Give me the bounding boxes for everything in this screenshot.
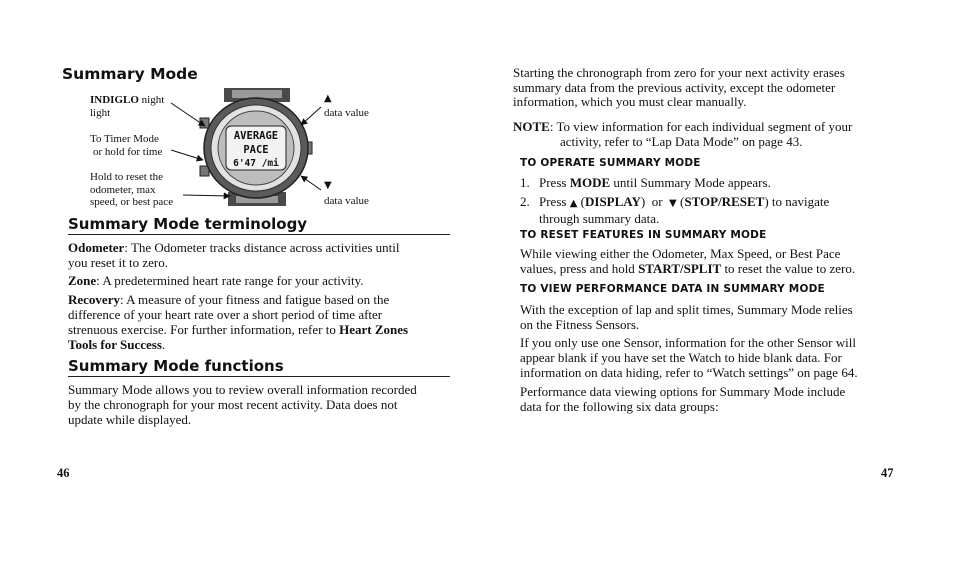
recovery-term: Recovery [68, 292, 120, 307]
note-text-line1: : To view information for each individual segment of your [549, 119, 853, 134]
page-title: Summary Mode [62, 65, 198, 83]
down-triangle-icon: ▼ [669, 198, 677, 209]
recovery-reference-part1: Heart Zones [339, 322, 409, 337]
terminology-heading: Summary Mode terminology [68, 215, 308, 233]
down-data-value-label: data value [324, 195, 369, 207]
odometer-text-line2: you reset it to zero. [68, 255, 168, 270]
watch-illustration [196, 86, 320, 210]
step-1-text-pre: Press [539, 175, 570, 190]
intro-line: information, which you must clear manually. [513, 94, 747, 109]
indiglo-label [90, 94, 164, 119]
functions-line: update while displayed. [68, 412, 192, 427]
intro-line: Starting the chronograph from zero for your next activity erases [513, 65, 845, 80]
step-2 [520, 194, 829, 226]
mode-key: MODE [569, 175, 611, 190]
odometer-text-line1: : The Odometer tracks distance across activities until [124, 240, 400, 255]
reset-label-line3: speed, or best pace [90, 196, 174, 208]
zone-text-line1: : A predetermined heart rate range for your activity. [96, 273, 364, 288]
indiglo-label-bold: INDIGLO [90, 94, 139, 106]
note-text-line2: activity, refer to “Lap Data Mode” on page 43. [560, 134, 803, 149]
reset-label [90, 171, 173, 209]
step-2-or: ) or [640, 194, 670, 209]
zone-definition [68, 273, 364, 288]
performance-line: on the Fitness Sensors. [520, 317, 640, 332]
step-number: 1. [520, 175, 530, 190]
performance-paragraph-3 [520, 384, 845, 414]
up-triangle-icon: ▲ [324, 93, 332, 104]
terminology-rule [68, 234, 450, 235]
timer-mode-label-line2: or hold for time [93, 145, 163, 158]
step-2-paren: ( [676, 194, 685, 209]
step-2-text-line2: through summary data. [539, 211, 660, 226]
watch-display-line3: 6'47 /mi [233, 158, 279, 169]
recovery-text-line1: : A measure of your fitness and fatigue based on the [119, 292, 390, 307]
reset-label-line1: Hold to reset the [90, 171, 164, 183]
functions-paragraph [68, 382, 417, 427]
watch-display-line2: PACE [243, 144, 269, 156]
start-split-key: START/SPLIT [638, 261, 722, 276]
performance-line: If you only use one Sensor, information for the other Sensor will [520, 335, 856, 350]
reset-text-post: to reset the value to zero. [721, 261, 856, 276]
odometer-term: Odometer [68, 240, 125, 255]
step-1 [520, 175, 771, 190]
recovery-text-line3: strenuous exercise. For further information, refer to [68, 322, 340, 337]
performance-line: Performance data viewing options for Summary Mode include [520, 384, 846, 399]
functions-rule [68, 376, 450, 377]
timer-mode-label [90, 133, 162, 158]
stop-reset-key: STOP/RESET [684, 194, 765, 209]
page-number-left: 46 [57, 466, 70, 480]
intro-paragraph [513, 66, 845, 110]
display-key: DISPLAY [585, 194, 641, 209]
zone-term: Zone [68, 273, 97, 288]
functions-heading: Summary Mode functions [68, 357, 284, 375]
performance-line: information on data hiding, refer to “Watch settings” on page 64. [520, 365, 858, 380]
reset-text-pre: values, press and hold [520, 261, 639, 276]
step-2-text-pre: Press [539, 194, 570, 209]
recovery-reference-part2: Tools for Success [68, 337, 162, 352]
operate-heading: TO OPERATE SUMMARY MODE [520, 157, 701, 169]
performance-paragraph-1 [520, 302, 853, 332]
recovery-text-line2: difference of your heart rate over a short period of time after [68, 307, 383, 322]
reset-label-line2: odometer, max [90, 183, 156, 196]
recovery-definition [68, 292, 408, 352]
step-2-paren: ( [577, 194, 585, 209]
performance-line: data for the following six data groups: [520, 399, 719, 414]
recovery-text-end: . [161, 337, 166, 352]
reset-paragraph [520, 246, 855, 276]
indiglo-label-rest: night [138, 94, 165, 106]
down-triangle-icon: ▼ [324, 180, 332, 191]
page-number-right: 47 [881, 466, 894, 480]
watch-band-top-strip [232, 90, 282, 98]
performance-line: With the exception of lap and split times, Summary Mode relies [520, 302, 853, 317]
performance-paragraph-2 [520, 335, 858, 380]
performance-heading: TO VIEW PERFORMANCE DATA IN SUMMARY MODE [520, 283, 825, 295]
note-label: NOTE [513, 119, 550, 134]
odometer-definition [68, 240, 400, 270]
watch-button-light [200, 118, 209, 128]
indiglo-label-line2: light [90, 106, 111, 119]
reset-heading: TO RESET FEATURES IN SUMMARY MODE [520, 229, 767, 241]
timer-mode-label-line1: To Timer Mode [90, 133, 159, 145]
step-2-text-post: ) to navigate [764, 194, 830, 209]
up-data-value-label: data value [324, 107, 369, 119]
step-number: 2. [520, 194, 530, 209]
intro-line: summary data from the previous activity, except the odometer [513, 79, 836, 95]
step-1-text-post: until Summary Mode appears. [610, 175, 771, 190]
reset-text-line1: While viewing either the Odometer, Max Speed, or Best Pace [520, 246, 841, 261]
watch-display-line1: AVERAGE [233, 130, 279, 142]
up-triangle-icon: ▲ [569, 198, 578, 209]
performance-line: appear blank if you have set the Watch to hide blank data. For [520, 350, 842, 365]
functions-line: Summary Mode allows you to review overall information recorded [68, 382, 417, 397]
functions-line: by the chronograph for your most recent activity. Data does not [68, 397, 398, 412]
note-paragraph [513, 119, 852, 149]
